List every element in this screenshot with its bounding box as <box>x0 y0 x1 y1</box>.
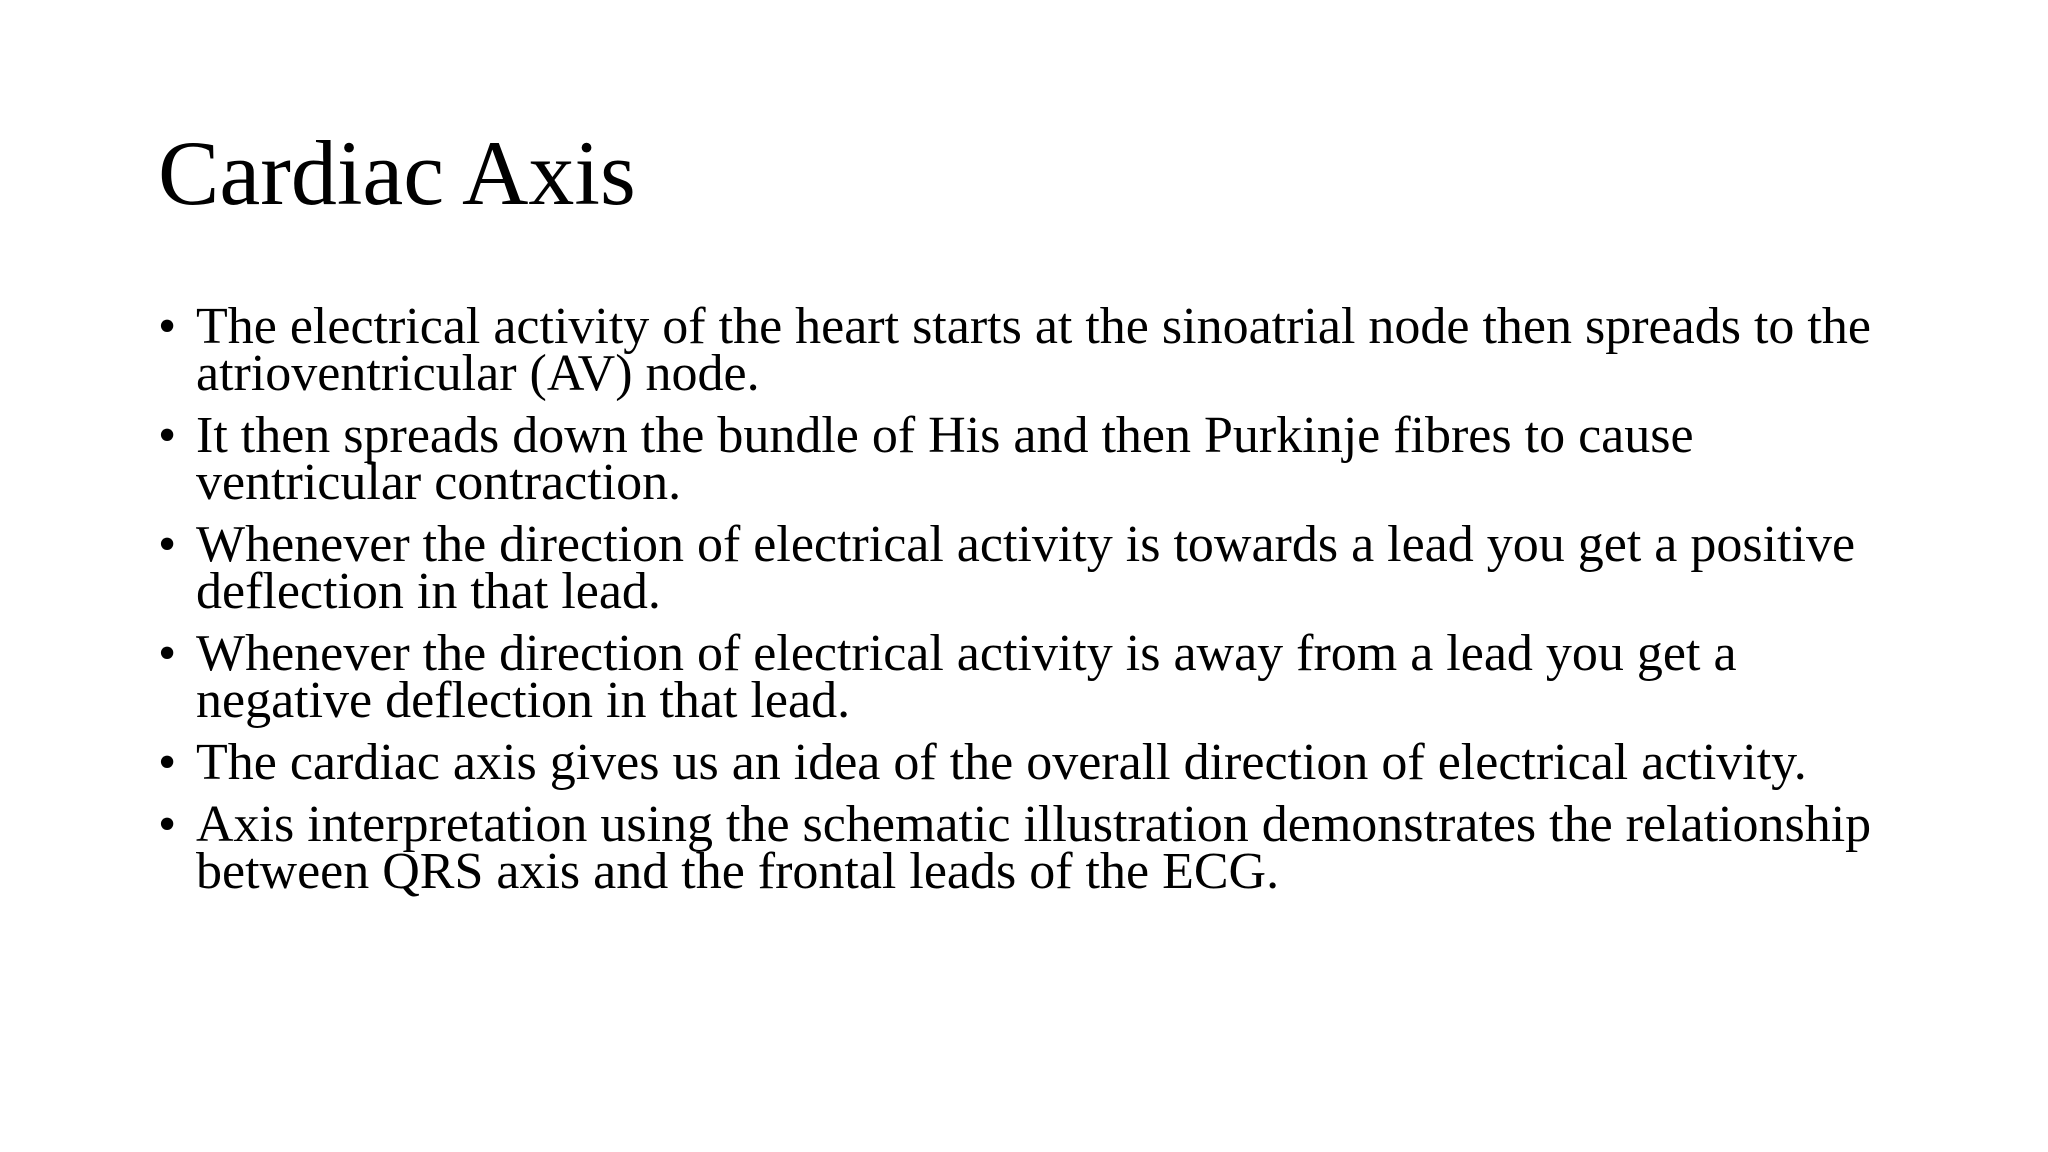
bullet-item <box>158 625 1918 729</box>
bullet-marker: • <box>158 734 177 791</box>
bullet-item <box>158 298 1918 402</box>
bullet-item <box>158 796 1918 900</box>
slide-title: Cardiac Axis <box>158 122 636 224</box>
bullet-list <box>158 298 1918 910</box>
bullet-text: The electrical activity of the heart starts at the sinoatrial node then spreads to the atrioventricular (AV) node. <box>196 298 1871 402</box>
bullet-marker: • <box>158 407 177 464</box>
bullet-text: Whenever the direction of electrical activity is towards a lead you get a positive deflection in that lead. <box>196 516 1856 620</box>
bullet-marker: • <box>158 796 177 853</box>
bullet-marker: • <box>158 298 177 355</box>
bullet-text: Whenever the direction of electrical activity is away from a lead you get a negative deflection in that lead. <box>196 625 1737 729</box>
bullet-item <box>158 516 1918 620</box>
bullet-text: The cardiac axis gives us an idea of the overall direction of electrical activity. <box>196 734 1807 791</box>
bullet-marker: • <box>158 625 177 682</box>
bullet-text: Axis interpretation using the schematic illustration demonstrates the relationship between QRS axis and the frontal leads of the ECG. <box>196 796 1872 900</box>
bullet-item <box>158 407 1918 511</box>
bullet-marker: • <box>158 516 177 573</box>
bullet-text: It then spreads down the bundle of His and then Purkinje fibres to cause ventricular contraction. <box>196 407 1694 511</box>
bullet-item <box>158 734 1918 791</box>
